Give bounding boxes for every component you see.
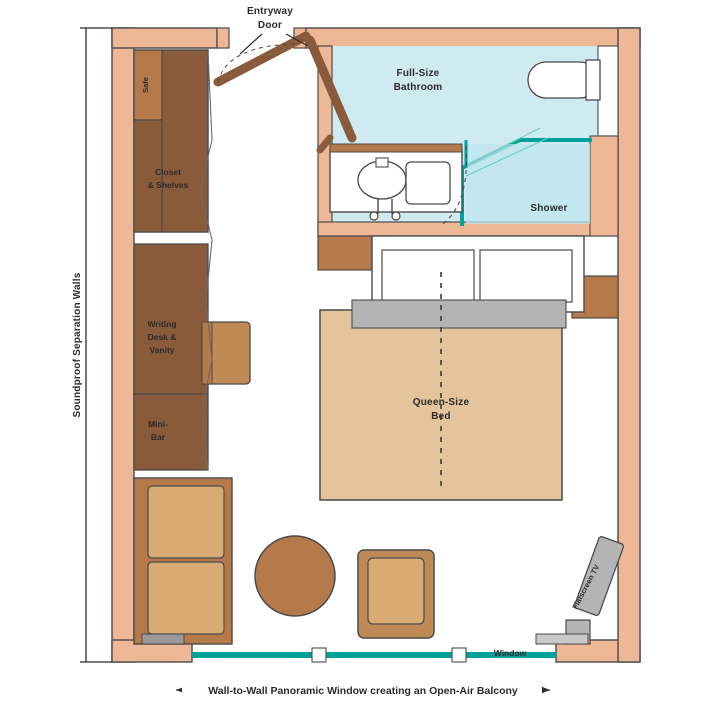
tv-group (566, 536, 624, 644)
nightstand-left (318, 236, 372, 270)
entry-leader-left (240, 34, 262, 54)
bed-label-line1: Queen-Size (412, 397, 470, 408)
toilet (528, 60, 600, 100)
sofa (134, 478, 232, 644)
bathroom-wall-bottom (318, 222, 618, 236)
toilet-tank (586, 60, 600, 100)
window-sill-right (536, 634, 588, 644)
desk-label-line2: Desk & (147, 332, 177, 342)
minibar-label-line2: Bar (150, 432, 166, 442)
bathroom-label-line2: Bathroom (393, 82, 443, 93)
desk-chair-back (202, 322, 212, 384)
vanity-stool-right (392, 212, 400, 220)
bathroom-vanity (330, 144, 462, 220)
shower-label: Shower (530, 203, 568, 214)
entryway-door-label-line1: Entryway (246, 6, 294, 17)
vanity-backsplash (330, 144, 462, 152)
bathroom-zone (318, 46, 618, 236)
pillow-left (382, 250, 474, 302)
tv-label: Flatscreen TV (570, 562, 602, 611)
entryway-door-label-line2: Door (257, 20, 283, 31)
seating-group (255, 536, 434, 638)
vanity-cabinet (406, 162, 450, 204)
soundproof-label: Soundproof Separation Walls (72, 272, 83, 418)
wall-top-left (112, 28, 217, 48)
window-label: Window (493, 648, 527, 658)
sofa-base-strip (142, 634, 184, 644)
armchair-cushion (368, 558, 424, 624)
bottom-caption: Wall-to-Wall Panoramic Window creating an Open-Air Balcony (208, 685, 518, 697)
window-mullion-1 (312, 648, 326, 662)
closet-label-line2: & Shelves (147, 180, 189, 190)
minibar-unit (134, 394, 208, 470)
pillow-right (480, 250, 572, 302)
window-mullion-2 (452, 648, 466, 662)
sofa-cushion-bottom (148, 562, 224, 634)
bed-group (318, 236, 618, 500)
safe-label: Safe (141, 77, 150, 93)
desk-label-line1: Writing (147, 319, 177, 329)
round-table (255, 536, 335, 616)
bathroom-label-line1: Full-Size (396, 68, 440, 79)
shower-divider-wall (590, 136, 618, 236)
wall-entry-jamb-left (217, 28, 229, 48)
closet-label-line1: Closet (155, 167, 181, 177)
desk-label-line3: Vanity (149, 345, 175, 355)
vanity-stool-left (370, 212, 378, 220)
wall-right (618, 28, 640, 662)
wall-left (112, 28, 134, 662)
wall-top-right (306, 28, 640, 48)
minibar-label-line1: Mini- (148, 419, 168, 429)
sink-faucet (376, 158, 388, 167)
left-furniture-column (134, 50, 250, 644)
entry-door-leaf-1 (218, 36, 306, 82)
toilet-alcove (598, 46, 618, 136)
bed-runner (352, 300, 566, 328)
bed-label-line2: Bed (431, 411, 451, 422)
closet-unit (162, 50, 208, 232)
sofa-cushion-top (148, 486, 224, 558)
